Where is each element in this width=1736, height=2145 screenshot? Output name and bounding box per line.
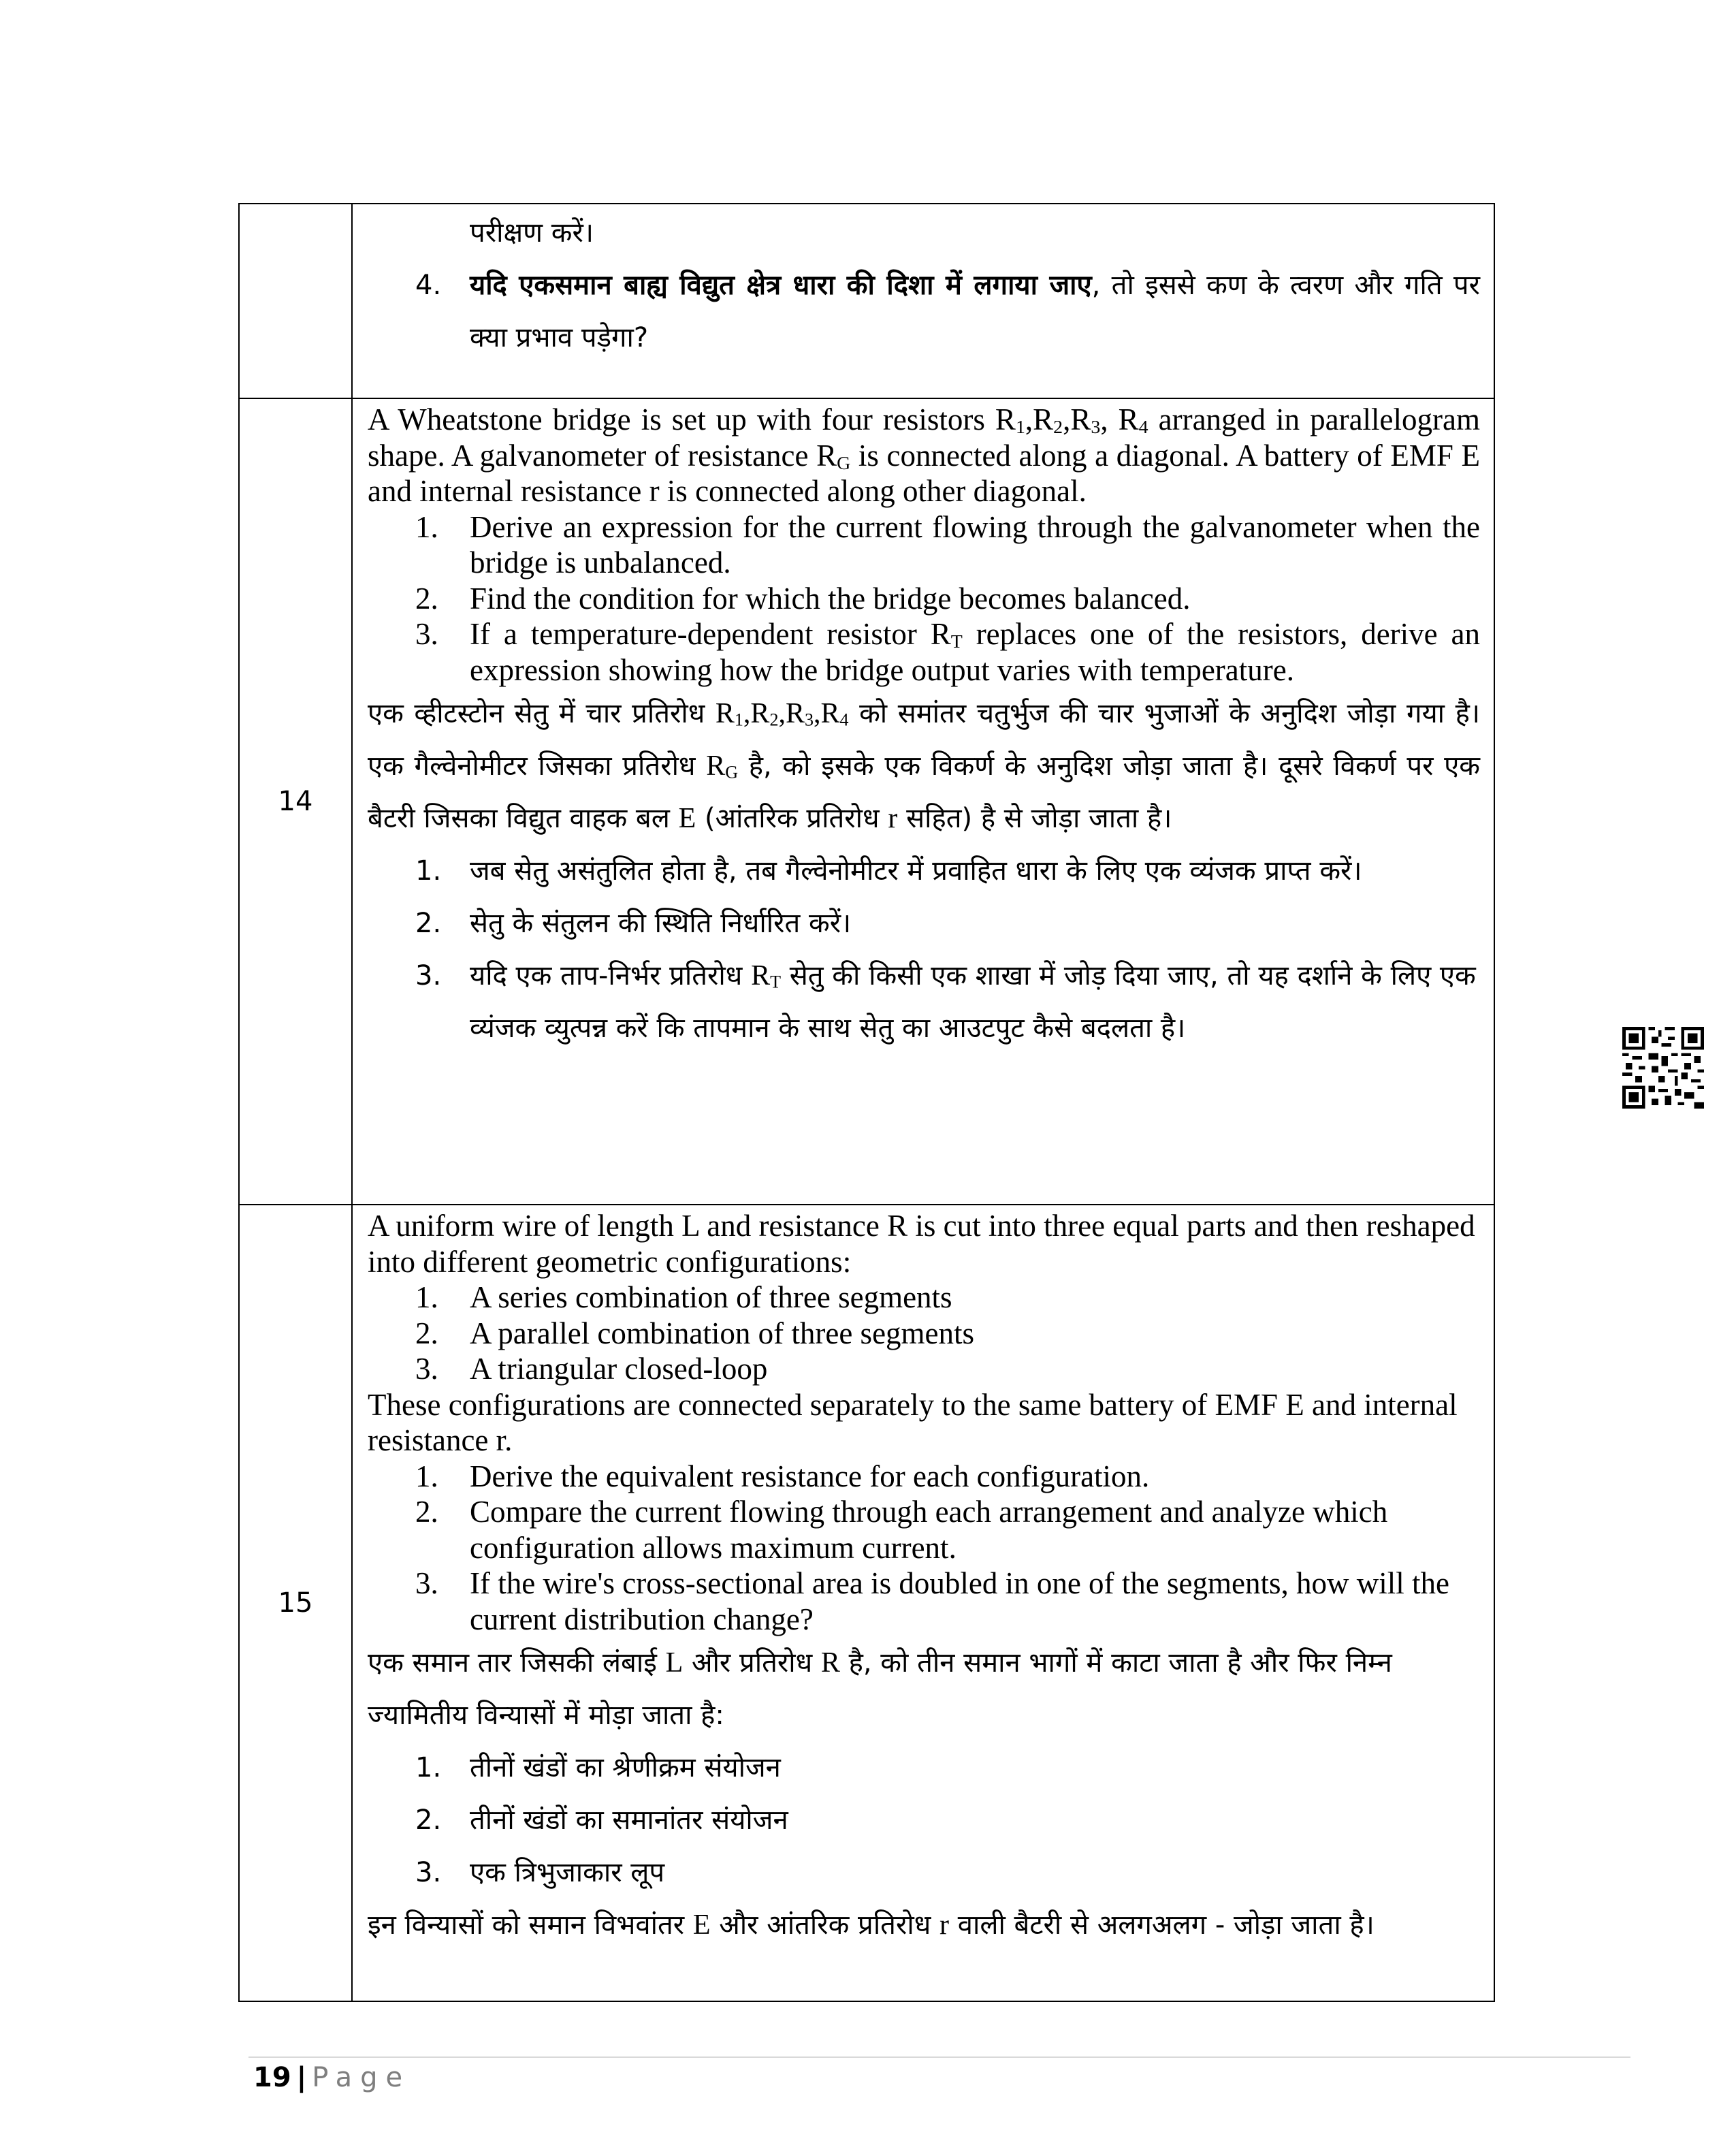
page-number: 19: [253, 2062, 291, 2093]
list-item: 2. Find the condition for which the bridge becomes balanced.: [415, 581, 1191, 616]
footer-separator: |: [296, 2062, 307, 2093]
list-item: 3. A triangular closed-loop: [415, 1352, 768, 1386]
list-item: 2. Compare the current flowing through each arrangement and analyze which configuration allows maximum current.: [415, 1495, 1388, 1565]
list-item: 3. यदि एक ताप-निर्भर प्रतिरोध $R_T$ सेतु की किसी एक शाखा में जोड़ दिया जाए, तो यह दर्शाने के लिए एक व्यंजक व्युत्पन्न करें कि तापमान के साथ सेतु का आउटपुट कैसे बदलता है।: [415, 960, 1476, 1044]
question-number: 14: [239, 398, 352, 1205]
list-number: 4.: [415, 270, 442, 301]
english-config-list: [368, 1280, 1480, 1387]
list-item: 1. जब सेतु असंतुलित होता है, तब गैल्वेनोमीटर में प्रवाहित धारा के लिए एक व्यंजक प्राप्त करें।: [415, 855, 1362, 887]
table-row-q14: [239, 398, 1494, 1205]
list-item: 1. A series combination of three segments: [415, 1280, 952, 1314]
table-row-q15: [239, 1205, 1494, 2001]
hindi-question-list: [368, 259, 1480, 364]
question-content-cell: [352, 1205, 1494, 2001]
hindi-question-list: [368, 845, 1480, 1055]
list-item: [368, 259, 1480, 364]
english-intro: A uniform wire of length L and resistance R is cut into three equal parts and then reshaped into different geometric configurations:: [368, 1209, 1475, 1279]
list-item: 1. Derive the equivalent resistance for each configuration.: [415, 1459, 1150, 1493]
english-middle-text: These configurations are connected separately to the same battery of EMF E and internal resistance r.: [368, 1387, 1458, 1457]
list-item-text: , तो इससे कण के त्वरण और गति पर क्या प्रभाव पड़ेगा?: [470, 270, 1480, 353]
list-item: 2. A parallel combination of three segments: [415, 1316, 975, 1350]
question-table: [238, 203, 1495, 2002]
english-question-list: [368, 1459, 1480, 1638]
list-item: 2. तीनों खंडों का समानांतर संयोजन: [415, 1805, 788, 1836]
page-label: Page: [312, 2062, 411, 2093]
question-number-cell: [239, 204, 352, 398]
list-item: 1. Derive an expression for the current flowing through the galvanometer when the bridge is unbalanced.: [415, 509, 1480, 579]
list-item: 2. सेतु के संतुलन की स्थिति निर्धारित करें।: [415, 908, 852, 939]
list-item: 1. तीनों खंडों का श्रेणीक्रम संयोजन: [415, 1752, 781, 1783]
hindi-intro: एक व्हीटस्टोन सेतु में चार प्रतिरोध $R_1,R_2,R_3,R_4$ को समांतर चतुर्भुज की चार भुजाओं के अनुदिश जोड़ा गया है। एक गैल्वेनोमीटर जिसका प्रतिरोध $R_G$ है, को इसके एक विकर्ण के अनुदिश जोड़ा जाता है। दूसरे विकर्ण पर एक बैटरी जिसका विद्युत वाहक बल E (आंतरिक प्रतिरोध r सहित) है से जोड़ा जाता है।: [368, 698, 1480, 834]
page-footer: [253, 2062, 411, 2093]
list-item: 3. एक त्रिभुजाकार लूप: [415, 1857, 665, 1888]
english-question-list: [368, 509, 1480, 688]
list-item: 3. If the wire's cross-sectional area is doubled in one of the segments, how will the current distribution change?: [415, 1566, 1449, 1636]
hindi-outro: इन विन्यासों को समान विभवांतर E और आंतरिक प्रतिरोध r वाली बैटरी से अलगअलग - जोड़ा जाता है।: [368, 1909, 1375, 1941]
qr-code-icon: [1622, 1027, 1704, 1109]
hindi-config-list: [368, 1742, 1480, 1899]
footer-divider: [248, 2056, 1630, 2058]
table-row-continuation: [239, 204, 1494, 398]
question-number: 15: [239, 1205, 352, 2001]
english-intro: A Wheatstone bridge is set up with four resistors $R_1,R_2,R_3$, $R_4$ arranged in parallelogram shape. A galvanometer of resistance $R_G$ is connected along a diagonal. A battery of EMF E and internal resistance r is connected along other diagonal.: [368, 402, 1480, 508]
list-item: 3. If a temperature-dependent resistor $R_T$ replaces one of the resistors, derive an expression showing how the bridge output varies with temperature.: [415, 617, 1480, 687]
question-content-cell: [352, 398, 1494, 1205]
continued-text: परीक्षण करें।: [470, 217, 594, 249]
hindi-intro: एक समान तार जिसकी लंबाई L और प्रतिरोध R है, को तीन समान भागों में काटा जाता है और फिर निम्न ज्यामितीय विन्यासों में मोड़ा जाता है:: [368, 1647, 1392, 1731]
question-content-cell: [352, 204, 1494, 398]
bold-text: यदि एकसमान बाह्य विद्युत क्षेत्र धारा की दिशा में लगाया जाए: [470, 270, 1092, 301]
